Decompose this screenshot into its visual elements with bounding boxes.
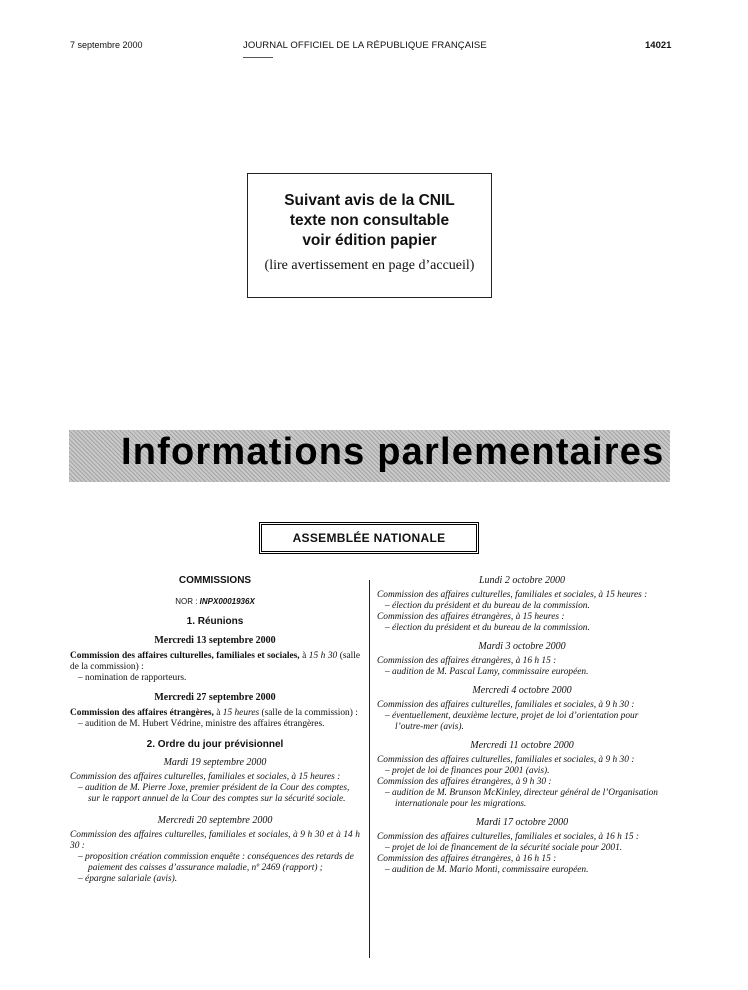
cnil-notice-box	[247, 173, 492, 298]
commission-entry: Commission des affaires étrangères, à 9 h 30 :	[377, 777, 552, 787]
commissions-heading: COMMISSIONS	[178, 575, 252, 586]
agenda-item: – projet de loi de finances pour 2001 (avis).	[385, 766, 550, 776]
agenda-item: – projet de loi de financement de la sécurité sociale pour 2001.	[385, 843, 623, 853]
cnil-line-2: texte non consultable	[289, 212, 450, 229]
page-number: 14021	[645, 40, 672, 51]
banner-title: Informations parlementaires	[121, 431, 665, 473]
entry-time: 15 h 30	[308, 651, 338, 661]
date-heading: Mardi 3 octobre 2000	[478, 641, 566, 652]
commission-entry: Commission des affaires étrangères, à 16 h 15 :	[377, 656, 557, 666]
entry-time: 15 heures	[222, 708, 260, 718]
agenda-item: – audition de M. Pascal Lamy, commissaire européen.	[385, 667, 589, 677]
commission-entry: Commission des affaires étrangères, à 16 h 15 :	[377, 854, 557, 864]
commission-entry	[70, 651, 360, 673]
commission-entry: Commission des affaires culturelles, familiales et sociales, à 16 h 15 :	[377, 832, 640, 842]
commission-name: Commission des affaires étrangères,	[70, 708, 214, 718]
agenda-item: – proposition création commission enquête : conséquences des retards de paiement des caisses d’assurance maladie, nº 2469 (rapport) ;	[78, 852, 354, 873]
date-heading: Lundi 2 octobre 2000	[478, 575, 565, 586]
column-divider	[369, 580, 370, 958]
agenda-item: – épargne salariale (avis).	[78, 874, 178, 884]
agenda-item: – éventuellement, deuxième lecture, projet de loi d’orientation pour l’outre-mer (avis).	[385, 711, 639, 732]
left-column	[70, 575, 360, 885]
commission-entry: Commission des affaires culturelles, familiales et sociales, à 9 h 30 :	[377, 755, 635, 765]
section-banner	[69, 430, 670, 482]
entry-text: (salle de la commission) :	[70, 651, 361, 672]
nor-label: NOR :	[175, 597, 200, 606]
nor-reference	[70, 596, 360, 607]
date-heading: Mardi 17 octobre 2000	[475, 817, 569, 828]
date-heading: Mercredi 13 septembre 2000	[154, 635, 276, 646]
ordre-heading: 2. Ordre du jour prévisionnel	[146, 739, 284, 750]
nor-code: INPX0001936X	[199, 597, 255, 606]
agenda-item: – nomination de rapporteurs.	[78, 673, 187, 683]
agenda-item: – audition de M. Pierre Joxe, premier président de la Cour des comptes, sur le rapport annuel de la Cour des comptes sur la sécurité sociale.	[78, 783, 350, 804]
commission-entry: Commission des affaires étrangères, à 15 heures :	[377, 612, 565, 622]
date-heading: Mercredi 11 octobre 2000	[470, 740, 574, 751]
commission-entry: Commission des affaires culturelles, familiales et sociales, à 9 h 30 :	[377, 700, 635, 710]
header-rule	[243, 57, 273, 58]
assembly-heading: ASSEMBLÉE NATIONALE	[261, 524, 477, 552]
cnil-line-1: Suivant avis de la CNIL	[284, 192, 455, 209]
agenda-item: – élection du président et du bureau de la commission.	[385, 623, 590, 633]
date-heading: Mercredi 20 septembre 2000	[157, 815, 273, 826]
agenda-item: – élection du président et du bureau de la commission.	[385, 601, 590, 611]
commission-entry: Commission des affaires culturelles, familiales et sociales, à 15 heures :	[377, 590, 648, 600]
header-date: 7 septembre 2000	[70, 40, 143, 50]
reunions-heading: 1. Réunions	[186, 616, 244, 627]
entry-text: à	[299, 651, 309, 661]
entry-text: à	[213, 708, 223, 718]
journal-title: JOURNAL OFFICIEL DE LA RÉPUBLIQUE FRANÇAISE	[243, 40, 487, 51]
cnil-note: (lire avertissement en page d’accueil)	[264, 258, 475, 273]
commission-entry: Commission des affaires culturelles, familiales et sociales, à 15 heures :	[70, 772, 341, 782]
right-column	[377, 575, 667, 876]
commission-name: Commission des affaires culturelles, familiales et sociales,	[70, 651, 300, 661]
entry-text: (salle de la commission) :	[259, 708, 358, 718]
date-heading: Mercredi 27 septembre 2000	[154, 692, 276, 703]
date-heading: Mardi 19 septembre 2000	[163, 757, 267, 768]
agenda-item: – audition de M. Hubert Védrine, ministre des affaires étrangères.	[78, 719, 325, 729]
commission-entry	[70, 708, 360, 719]
commission-entry: Commission des affaires culturelles, familiales et sociales, à 9 h 30 et à 14 h 30 :	[70, 830, 360, 851]
agenda-item: – audition de M. Brunson McKinley, directeur général de l’Organisation internationale pour les migrations.	[385, 788, 658, 809]
date-heading: Mercredi 4 octobre 2000	[472, 685, 572, 696]
agenda-item: – audition de M. Mario Monti, commissaire européen.	[385, 865, 589, 875]
cnil-line-3: voir édition papier	[302, 232, 437, 249]
